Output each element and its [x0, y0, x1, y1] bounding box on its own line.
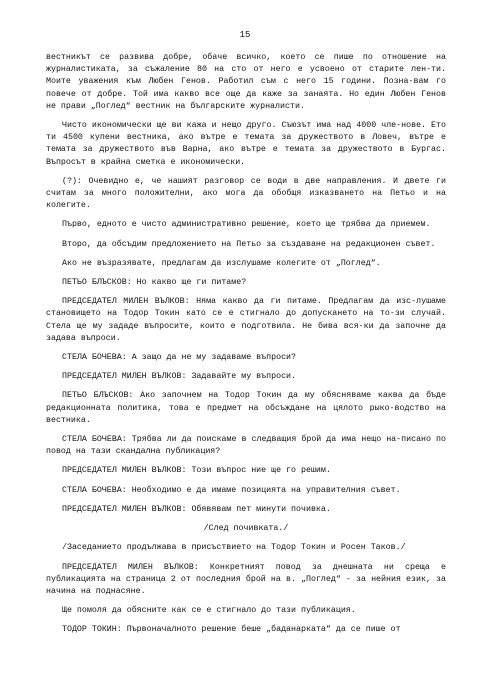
paragraph: ПЕТЬО БЛЪСКОВ: Ако започнем на Тодор Токин да му обясняваме каква да бъде редакционната политика, това е предмет на обсъждане на цялото рыко-водство на вестника. — [46, 391, 446, 425]
paragraph: ПРЕДСЕДАТЕЛ МИЛЕН ВЪЛКОВ: Този въпрос ние ще го решим. — [62, 466, 331, 476]
paragraph: Ако не възразявате, предлагам да изслушаме колегите от „Поглед“. — [62, 258, 381, 268]
paragraph: СТЕЛА БОЧЕВА: Трябва ли да поискаме в следващия брой да има нещо на-писано по повод на тази скандална публикация? — [46, 435, 446, 457]
paragraph: Чисто икономически ще ви кажа и нещо друго. Съюзът има над 4000 чле-нове. Ето ти 4500 купени вестника, ако вътре е темата за дружеството в Ловеч, вътре е темата за дружеството във Варна, ако вътре е темата за дружеството в Бургас. Въпросът в крайна сметка е икономически. — [46, 121, 446, 167]
paragraph: ТОДОР ТОКИН: Първоначалното решение беше „баданарката“ да се пише от — [62, 625, 401, 635]
paragraph: Първо, едното е чисто административно решение, което ще трябва да приемем. — [62, 220, 431, 230]
paragraph: СТЕЛА БОЧЕВА: Необходимо е да имаме позицията на управителния съвет. — [62, 485, 401, 495]
paragraph: Ще помоля да обясните как се е стигнало до тази публикация. — [62, 606, 356, 616]
paragraph: ПРЕДСЕДАТЕЛ МИЛЕН ВЪЛКОВ: Обявявам пет минути почивка. — [62, 504, 331, 514]
paragraph: ПРЕДСЕДАТЕЛ МИЛЕН ВЪЛКОВ: Конкретният повод за днешната ни среща е публикацията на страница 2 от последния брой на в. „Поглед“ - за нейния език, за начина на поднасяне. — [46, 562, 446, 596]
stage-direction: /Заседанието продължава в присъствието на Тодор Токин и Росен Таков./ — [62, 543, 406, 553]
document-body — [46, 52, 446, 644]
paragraph: ПРЕДСЕДАТЕЛ МИЛЕН ВЪЛКОВ: Задавайте му въпроси. — [62, 372, 297, 382]
paragraph: ПЕТЬО БЛЪСКОВ: Но какво ще ги питаме? — [62, 278, 247, 288]
page-number: 15 — [239, 30, 251, 40]
paragraph: (?): Очевидно е, че нашият разговор се води в две направления. И двете ги считам за много положителни, ако мога да обобщя изказването на Петьо и на колегите. — [46, 176, 446, 211]
paragraph: ПРЕДСЕДАТЕЛ МИЛЕН ВЪЛКОВ: Няма какво да ги питаме. Предлагам да изс-лушаме становището на Тодор Токин като се е стигнало до допускането на то-зи случай. Стела ще му зададе въпросите, които е подготвила. Не бива вся-ки да започне да задава въпроси. — [46, 297, 446, 343]
paragraph: вестникът се развива добре, обаче всичко, което се пише по отношение на журналистиката, за съжаление 80 на сто от него е усвоено от старите лен-ти. Моите уважения към Любен Генов. Работил съм с него 15 години. Позна-вам го повече от добре. Той има какво все още да каже за занаята. Но един Любен Генов не прави „Поглед“ вестник на българските журналисти. — [46, 53, 446, 111]
paragraph: Второ, да обсъдим предложението на Петьо за създаване на редакционен съвет. — [62, 239, 436, 249]
stage-direction: /След почивката./ — [203, 524, 289, 534]
paragraph: СТЕЛА БОЧЕВА: А защо да не му задаваме въпроси? — [62, 353, 297, 363]
